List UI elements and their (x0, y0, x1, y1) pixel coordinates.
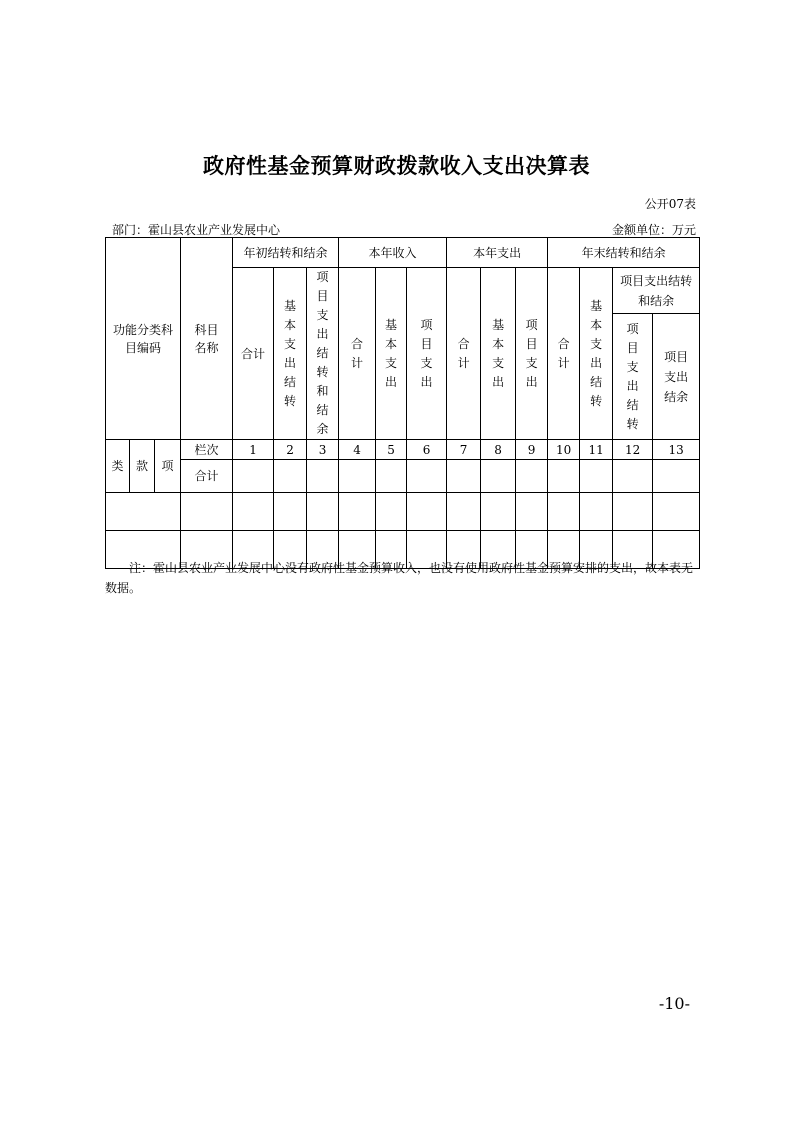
table-cell (613, 493, 653, 531)
table-cell (516, 460, 548, 493)
table-cell (481, 493, 516, 531)
table-cell (407, 460, 447, 493)
header-group-start: 年初结转和结余 (233, 238, 339, 268)
table-cell (307, 493, 339, 531)
table-row-total (106, 460, 700, 493)
table-cell (274, 460, 307, 493)
col-number: 7 (447, 440, 481, 460)
header-income-basic: 基 本 支 出 (376, 268, 407, 440)
fund-table (105, 237, 700, 569)
col-number: 11 (580, 440, 613, 460)
page-title: 政府性基金预算财政拨款收入支出决算表 (203, 153, 590, 178)
col-number: 5 (376, 440, 407, 460)
header-kuan: 款 (130, 440, 155, 493)
table-cell (181, 493, 233, 531)
table-cell (613, 460, 653, 493)
header-end-project-surplus: 项目支出结余 (653, 314, 700, 440)
header-end-project-balance: 项目支出结转和结余 (613, 268, 700, 314)
table-cell (447, 460, 481, 493)
col-number: 1 (233, 440, 274, 460)
footnote: 注：霍山县农业产业发展中心没有政府性基金预算收入，也没有使用政府性基金预算安排的支出，故本表无数据。 (105, 561, 694, 595)
table-cell (274, 493, 307, 531)
table-cell (339, 460, 376, 493)
amount-unit-label: 金额单位：万元 (611, 223, 696, 237)
header-lanci: 栏次 (181, 440, 233, 460)
table-cell (339, 493, 376, 531)
header-expense-project: 项 目 支 出 (516, 268, 548, 440)
table-cell (548, 493, 580, 531)
table-number: 公开07表 (644, 197, 696, 211)
table-cell (653, 460, 700, 493)
header-subject-name: 科目名称 (181, 238, 233, 440)
header-start-project: 项 目 支 出 结 转 和 结 余 (307, 268, 339, 440)
table-cell (106, 493, 181, 531)
table-cell (307, 460, 339, 493)
col-number: 8 (481, 440, 516, 460)
header-expense-total: 合 计 (447, 268, 481, 440)
table-cell (407, 493, 447, 531)
header-income-total: 合 计 (339, 268, 376, 440)
row-total-label: 合计 (181, 460, 233, 493)
department-label: 部门：霍山县农业产业发展中心 (112, 223, 281, 237)
col-number: 4 (339, 440, 376, 460)
table-cell (376, 460, 407, 493)
table-row (106, 493, 700, 531)
header-group-income: 本年收入 (339, 238, 447, 268)
table-cell (516, 493, 548, 531)
table-cell (481, 460, 516, 493)
header-start-total: 合计 (233, 268, 274, 440)
table-cell (233, 493, 274, 531)
header-end-project-carry: 项 目 支 出 结 转 (613, 314, 653, 440)
header-group-end: 年末结转和结余 (548, 238, 700, 268)
col-number: 2 (274, 440, 307, 460)
table-cell (580, 460, 613, 493)
table-cell (548, 460, 580, 493)
header-func-code: 功能分类科目编码 (106, 238, 181, 440)
col-number: 12 (613, 440, 653, 460)
table-cell (447, 493, 481, 531)
header-expense-basic: 基 本 支 出 (481, 268, 516, 440)
header-xiang: 项 (155, 440, 181, 493)
col-number: 3 (307, 440, 339, 460)
table-cell (376, 493, 407, 531)
table-cell (580, 493, 613, 531)
col-number: 6 (407, 440, 447, 460)
table-cell (653, 493, 700, 531)
header-lei: 类 (106, 440, 130, 493)
header-start-basic: 基 本 支 出 结 转 (274, 268, 307, 440)
page-number: -10- (658, 994, 690, 1013)
col-number: 9 (516, 440, 548, 460)
header-group-expense: 本年支出 (447, 238, 548, 268)
col-number: 10 (548, 440, 580, 460)
header-end-basic: 基 本 支 出 结 转 (580, 268, 613, 440)
table-cell (233, 460, 274, 493)
header-income-project: 项 目 支 出 (407, 268, 447, 440)
col-number: 13 (653, 440, 700, 460)
header-end-total: 合 计 (548, 268, 580, 440)
